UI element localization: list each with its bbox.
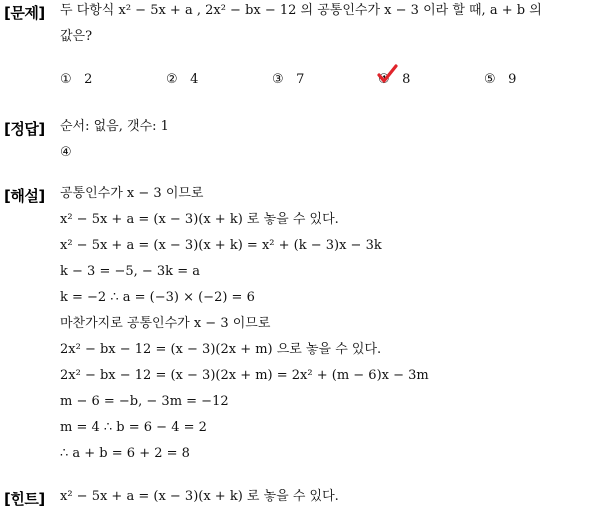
choice-value: 8: [402, 72, 411, 87]
choice-number: ①: [60, 72, 72, 87]
answer-choices: [60, 72, 580, 94]
choice-number: ④: [378, 72, 390, 87]
answer-summary: 순서: 없음, 갯수: 1: [60, 119, 169, 134]
question-text-line2: 값은?: [60, 29, 93, 44]
explanation-line: m = 4 ∴ b = 6 − 4 = 2: [60, 420, 207, 435]
choice-value: 9: [508, 72, 517, 87]
explanation-line: 2x² − bx − 12 = (x − 3)(2x + m) = 2x² + (m − 6)x − 3m: [60, 368, 429, 383]
explanation-line: 공통인수가 x − 3 이므로: [60, 186, 204, 201]
choice-value: 7: [296, 72, 305, 87]
choice-3[interactable]: [272, 72, 304, 87]
choice-number: ②: [166, 72, 178, 87]
choice-1[interactable]: [60, 72, 92, 87]
question-tag: [문제]: [4, 4, 45, 22]
choice-number: ③: [272, 72, 284, 87]
choice-2[interactable]: [166, 72, 198, 87]
question-text-line1: 두 다항식 x² − 5x + a , 2x² − bx − 12 의 공통인수가 x − 3 이라 할 때, a + b 의: [60, 3, 542, 18]
answer-value: ④: [60, 145, 72, 160]
explanation-line: ∴ a + b = 6 + 2 = 8: [60, 446, 190, 461]
hint-tag: [힌트]: [4, 490, 45, 508]
choice-4[interactable]: [378, 72, 410, 87]
choice-value: 4: [190, 72, 199, 87]
explanation-tag: [해설]: [4, 187, 45, 205]
explanation-lines: [60, 181, 591, 467]
answer-tag: [정답]: [4, 120, 45, 138]
choice-5[interactable]: [484, 72, 516, 87]
explanation-line: 마찬가지로 공통인수가 x − 3 이므로: [60, 316, 271, 331]
check-mark-icon: [376, 63, 398, 85]
explanation-line: x² − 5x + a = (x − 3)(x + k) 로 놓을 수 있다.: [60, 212, 339, 227]
hint-text: x² − 5x + a = (x − 3)(x + k) 로 놓을 수 있다.: [60, 489, 339, 504]
explanation-line: k − 3 = −5, − 3k = a: [60, 264, 200, 279]
explanation-line: x² − 5x + a = (x − 3)(x + k) = x² + (k − 3)x − 3k: [60, 238, 382, 253]
choice-value: 2: [84, 72, 93, 87]
explanation-line: k = −2 ∴ a = (−3) × (−2) = 6: [60, 290, 255, 305]
choice-number: ⑤: [484, 72, 496, 87]
explanation-line: m − 6 = −b, − 3m = −12: [60, 394, 229, 409]
explanation-line: 2x² − bx − 12 = (x − 3)(2x + m) 으로 놓을 수 있다.: [60, 342, 382, 357]
